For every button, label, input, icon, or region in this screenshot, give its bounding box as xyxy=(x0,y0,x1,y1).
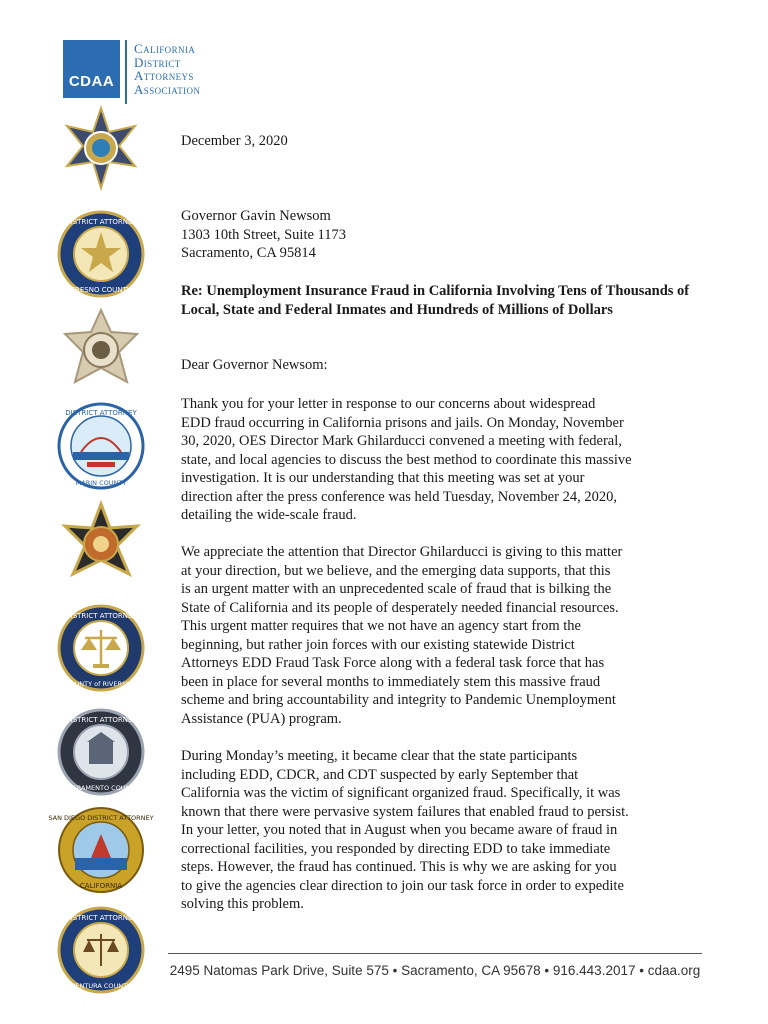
san-diego-seal-icon xyxy=(48,806,154,894)
address-line: Governor Gavin Newsom xyxy=(181,208,331,224)
paragraph-1 xyxy=(181,395,701,525)
logo-divider xyxy=(125,40,127,104)
paragraph-line: Assistance (PUA) program. xyxy=(181,710,342,727)
subject-line: Re: Unemployment Insurance Fraud in California Involving Tens of Thousands of Local, State and Federal Inmates and Hundreds of Millions of Dollars xyxy=(181,283,690,318)
cdaa-logo xyxy=(63,40,218,104)
recipient-address xyxy=(181,207,346,263)
paragraph-line: beginning, but rather join forces with our existing statewide District xyxy=(181,636,575,653)
paragraph-line: including EDD, CDCR, and CDT suspected by early September that xyxy=(181,766,579,783)
paragraph-line: During Monday’s meeting, it became clear that the state participants xyxy=(181,748,578,764)
paragraph-line: Thank you for your letter in response to our concerns about widespread xyxy=(181,396,596,412)
paragraph-line: scheme and bring accountability and integrity to Pandemic Unemployment xyxy=(181,692,616,708)
paragraph-2 xyxy=(181,543,701,728)
svg-text:CALIFORNIA: CALIFORNIA xyxy=(79,882,123,890)
letter-date: December 3, 2020 xyxy=(181,133,288,149)
paragraph-line: California was the victim of significant organized fraud. Specifically, it was xyxy=(181,785,621,801)
cdaa-logo-mark xyxy=(63,40,120,98)
svg-text:DISTRICT ATTORNEY: DISTRICT ATTORNEY xyxy=(65,716,137,724)
paragraph-line: to give the agencies clear direction to join our task force in order to expedite xyxy=(181,877,624,894)
paragraph-line: Attorneys EDD Fraud Task Force along with a federal task force that has xyxy=(181,655,605,671)
paragraph-line: steps. However, the fraud has continued. This is why we are asking for you xyxy=(181,859,617,875)
badge-seal-icon xyxy=(57,306,145,394)
address-line: Sacramento, CA 95814 xyxy=(181,245,316,261)
riverside-county-seal-icon xyxy=(57,604,145,692)
star-badge-gold-seal-icon xyxy=(57,500,145,588)
svg-text:SACRAMENTO COUNTY: SACRAMENTO COUNTY xyxy=(63,784,139,792)
paragraph-line: This urgent matter requires that we not have an agency start from the xyxy=(181,618,581,634)
logo-name-line: Attorneys xyxy=(134,68,194,83)
paragraph-line: known that there were pervasive system failures that enabled fraud to persist. xyxy=(181,803,629,820)
svg-text:FRESNO COUNTY: FRESNO COUNTY xyxy=(70,286,132,294)
star-badge-seal-icon xyxy=(57,104,145,192)
paragraph-line: In your letter, you noted that in August when you became aware of fraud in xyxy=(181,822,618,838)
paragraph-line: EDD fraud occurring in California prisons and jails. On Monday, November xyxy=(181,414,624,431)
footer-divider xyxy=(168,953,702,954)
paragraph-line: investigation. It is our understanding that this meeting was set at your xyxy=(181,470,585,486)
paragraph-line: direction after the press conference was held Tuesday, November 24, 2020, xyxy=(181,488,617,505)
paragraph-line: is an urgent matter with an unprecedented scale of fraud that is bilking the xyxy=(181,581,612,597)
marin-county-seal-icon xyxy=(57,402,145,490)
ventura-county-seal-icon xyxy=(57,906,145,994)
svg-text:DISTRICT ATTORNEY: DISTRICT ATTORNEY xyxy=(65,409,137,417)
paragraph-3 xyxy=(181,747,701,914)
logo-name-line: District xyxy=(134,54,181,70)
paragraph-line: State of California and its people of desperately needed financial resources. xyxy=(181,599,619,616)
paragraph-line: solving this problem. xyxy=(181,896,304,912)
svg-text:COUNTY of RIVERSIDE: COUNTY of RIVERSIDE xyxy=(64,680,138,688)
logo-name-line: California xyxy=(134,41,196,56)
paragraph-line: correctional facilities, you responded by directing EDD to take immediate xyxy=(181,840,611,857)
fresno-county-seal-icon xyxy=(57,210,145,298)
paragraph-line: state, and local agencies to discuss the best method to coordinate this massive xyxy=(181,451,632,468)
paragraph-line: We appreciate the attention that Director Ghilarducci is giving to this matter xyxy=(181,544,623,560)
paragraph-line: been in place for several months to immediately stem this massive fraud xyxy=(181,673,601,690)
logo-name-line: Association xyxy=(134,81,201,97)
sacramento-county-seal-icon xyxy=(57,708,145,796)
footer-contact: 2495 Natomas Park Drive, Suite 575 • Sacramento, CA 95678 • 916.443.2017 • cdaa.org xyxy=(169,963,701,978)
svg-text:MARIN COUNTY: MARIN COUNTY xyxy=(75,479,127,487)
paragraph-line: 30, 2020, OES Director Mark Ghilarducci convened a meeting with federal, xyxy=(181,433,622,449)
logo-abbrev: CDAA xyxy=(68,73,115,90)
paragraph-line: at your direction, but we believe, and the emerging data supports, that this xyxy=(181,562,611,579)
svg-text:DISTRICT ATTORNEY: DISTRICT ATTORNEY xyxy=(65,612,137,620)
svg-text:SAN DIEGO DISTRICT ATTORNEY: SAN DIEGO DISTRICT ATTORNEY xyxy=(48,814,154,822)
svg-text:DISTRICT ATTORNEY: DISTRICT ATTORNEY xyxy=(65,218,137,226)
svg-text:DISTRICT ATTORNEY: DISTRICT ATTORNEY xyxy=(65,914,137,922)
paragraph-line: detailing the wide-scale fraud. xyxy=(181,507,357,523)
logo-name xyxy=(134,42,200,96)
salutation: Dear Governor Newsom: xyxy=(181,357,328,373)
address-line: 1303 10th Street, Suite 1173 xyxy=(181,226,346,243)
svg-text:VENTURA COUNTY: VENTURA COUNTY xyxy=(70,982,132,990)
